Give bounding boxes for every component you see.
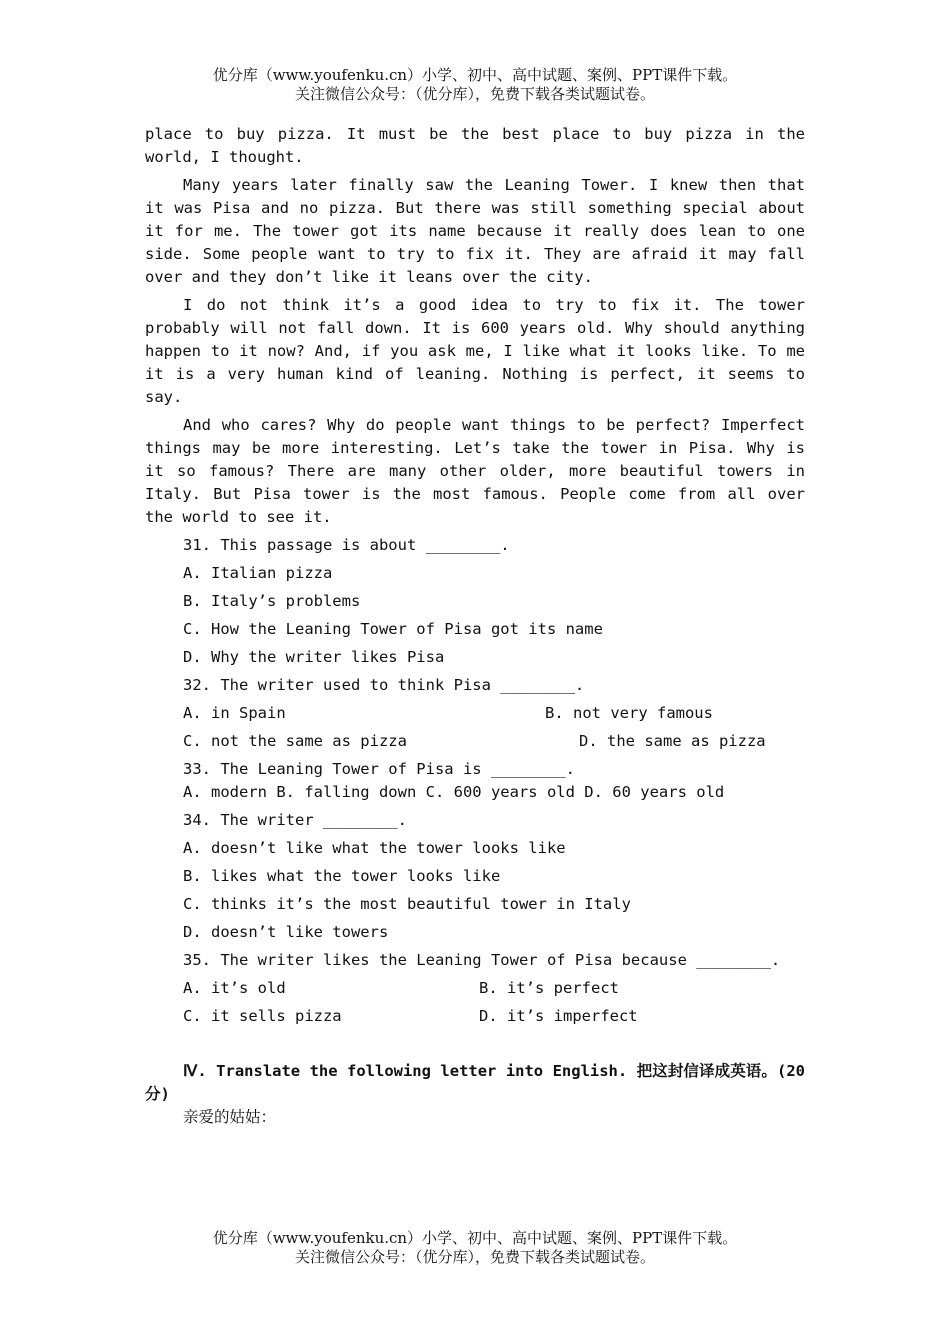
question-32-row-cd <box>145 730 805 753</box>
document-body <box>145 123 805 1129</box>
question-34-stem: 34. The writer ________. <box>183 811 407 829</box>
question-31-option-c: C. How the Leaning Tower of Pisa got its name <box>183 620 603 638</box>
question-32-option-c: C. not the same as pizza <box>183 732 407 750</box>
question-35-option-d: D. it’s imperfect <box>479 1007 638 1025</box>
question-34-option-b: B. likes what the tower looks like <box>183 867 501 885</box>
page-footer <box>0 1229 950 1267</box>
question-35-option-c: C. it sells pizza <box>183 1007 342 1025</box>
question-31-option-d: D. Why the writer likes Pisa <box>183 648 445 666</box>
question-35-option-b: B. it’s perfect <box>479 979 619 997</box>
footer-line-1: 优分库（www.youfenku.cn）小学、初中、高中试题、案例、PPT课件下载。 <box>212 1229 738 1247</box>
page-header <box>0 66 950 104</box>
letter-greeting: 亲爱的姑姑： <box>183 1108 277 1126</box>
question-35-row-ab <box>145 977 805 1000</box>
passage-paragraph-2: Many years later finally saw the Leaning Tower. I knew then that it was Pisa and no pizza. But there was still something special about it for me. The tower got its name because it really does lean to one side. Some people want to try to fix it. They are afraid it may fall over and they don’t like it leans over the city. <box>145 176 805 286</box>
question-32-option-a: A. in Spain <box>183 704 286 722</box>
question-33-options: A. modern B. falling down C. 600 years old D. 60 years old <box>183 783 725 801</box>
question-31-option-b: B. Italy’s problems <box>183 592 361 610</box>
question-34-option-d: D. doesn’t like towers <box>183 923 389 941</box>
question-32-option-b: B. not very famous <box>545 704 713 722</box>
passage-paragraph-4: And who cares? Why do people want things to be perfect? Imperfect things may be more interesting. Let’s take the tower in Pisa. Why is it so famous? There are many other older, more beautiful towers in Italy. But Pisa tower is the most famous. People come from all over the world to see it. <box>145 416 805 526</box>
question-34-option-c: C. thinks it’s the most beautiful tower in Italy <box>183 895 631 913</box>
question-34-option-a: A. doesn’t like what the tower looks like <box>183 839 566 857</box>
question-35-option-a: A. it’s old <box>183 979 286 997</box>
passage-paragraph-3: I do not think it’s a good idea to try to fix it. The tower probably will not fall down. It is 600 years old. Why should anything happen to it now? And, if you ask me, I like what it looks like. To me it is a very human kind of leaning. Nothing is perfect, it seems to say. <box>145 296 805 406</box>
footer-line-2: 关注微信公众号：（优分库），免费下载各类试题试卷。 <box>294 1248 655 1266</box>
question-31-option-a: A. Italian pizza <box>183 564 333 582</box>
question-32-option-d: D. the same as pizza <box>579 732 766 750</box>
header-line-1: 优分库（www.youfenku.cn）小学、初中、高中试题、案例、PPT课件下载。 <box>212 66 738 84</box>
header-line-2: 关注微信公众号：（优分库），免费下载各类试题试卷。 <box>294 85 655 103</box>
passage-paragraph-1: place to buy pizza. It must be the best place to buy pizza in the world, I thought. <box>145 125 805 166</box>
question-31-stem: 31. This passage is about ________. <box>183 536 510 554</box>
section-4-title: Ⅳ. Translate the following letter into English. 把这封信译成英语。(20分) <box>145 1062 805 1103</box>
question-32-stem: 32. The writer used to think Pisa ________. <box>183 676 585 694</box>
question-35-stem: 35. The writer likes the Leaning Tower of Pisa because ________. <box>183 951 781 969</box>
question-35-row-cd <box>145 1005 805 1028</box>
question-33-stem: 33. The Leaning Tower of Pisa is ________. <box>183 760 575 778</box>
question-32-row-ab <box>145 702 805 725</box>
